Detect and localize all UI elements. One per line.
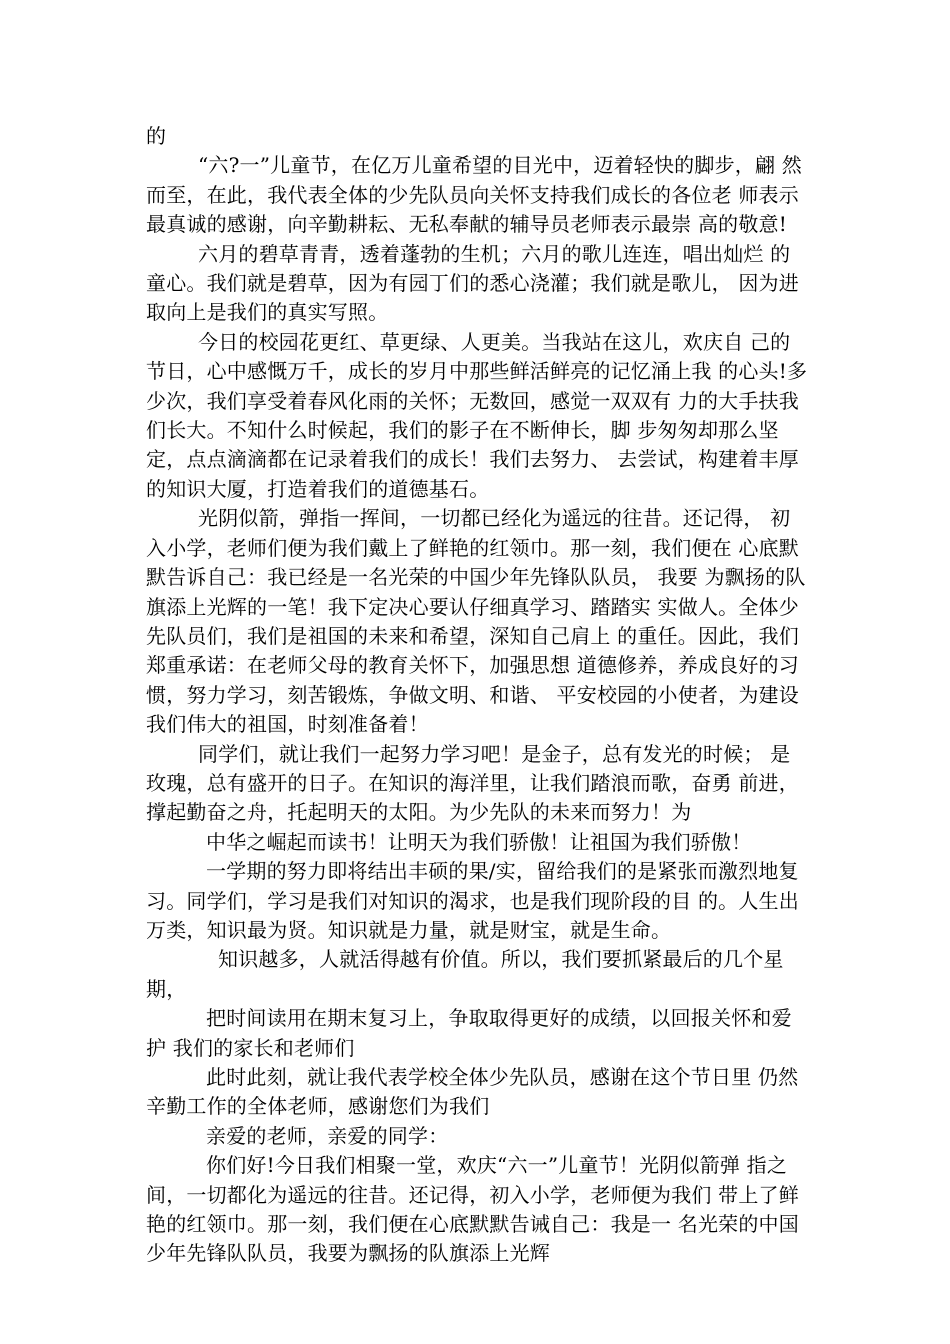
- paragraph-thanks: 此时此刻，就让我代表学校全体少先队员，感谢在这个节日里 仍然辛勤工作的全体老师，感谢您们为我们: [146, 1065, 799, 1119]
- paragraph-classmates: 同学们，就让我们一起努力学习吧！是金子，总有发光的时候； 是玫瑰，总有盛开的日子。在知识的海洋里，让我们踏浪而歌，奋勇 前进，撑起勤奋之舟，托起明天的太阳。为少先队的未来而努力！为: [146, 741, 799, 825]
- paragraph-time: 光阴似箭，弹指一挥间，一切都已经化为遥远的往昔。还记得， 初入小学，老师们便为我们戴上了鲜艳的红领巾。那一刻，我们便在 心底默默告诉自己：我已经是一名光荣的中国少年先锋队队员， 我要 为飘扬的队旗添上光辉的一笔！我下定决心要认仔细真学习、踏踏实 实做人。全体少先队员们，我们是祖国的未来和希望，深知自己肩上 的重任。因此，我们郑重承诺：在老师父母的教育关怀下，加强思想 道德修养，养成良好的习惯，努力学习，刻苦锻炼，争做文明、和谐、 平安校园的小使者，为建设我们伟大的祖国，时刻准备着！: [146, 506, 806, 737]
- paragraph-june: 六月的碧草青青，透着蓬勃的生机；六月的歌儿连连，唱出灿烂 的童心。我们就是碧草，因为有园丁们的悉心浇灌；我们就是歌儿， 因为进取向上是我们的真实写照。: [146, 241, 799, 325]
- paragraph-knowledge: 知识越多，人就活得越有价值。所以，我们要抓紧最后的几个星期，: [146, 947, 784, 1001]
- paragraph-greeting: 亲爱的老师，亲爱的同学：: [206, 1123, 449, 1148]
- paragraph-china-rise: 中华之崛起而读书！让明天为我们骄傲！让祖国为我们骄傲！: [206, 829, 752, 854]
- paragraph-review: 把时间读用在期末复习上，争取取得更好的成绩，以回报关怀和爱护 我们的家长和老师们: [146, 1006, 792, 1060]
- document-body: [146, 122, 810, 1269]
- paragraph-fragment: 的: [146, 124, 167, 148]
- paragraph-hello: 你们好!今日我们相聚一堂，欢庆“六一”儿童节！光阴似箭弹 指之间，一切都化为遥远的往昔。还记得，初入小学，老师便为我们 带上了鲜艳的红领巾。那一刻，我们便在心底默默告诫自己：我是一 名光荣的中国少年先锋队队员，我要为飘扬的队旗添上光辉: [146, 1153, 799, 1266]
- paragraph-intro: “六?一”儿童节，在亿万儿童希望的目光中，迈着轻快的脚步，翩 然而至，在此，我代表全体的少先队员向关怀支持我们成长的各位老 师表示最真诚的感谢，向辛勤耕耘、无私奉献的辅导员老师表示最崇 高的敬意!: [146, 153, 802, 237]
- paragraph-campus: 今日的校园花更红、草更绿、人更美。当我站在这儿，欢庆自 己的节日，心中感慨万千，成长的岁月中那些鲜活鲜亮的记忆涌上我 的心头!多少次，我们享受着春风化雨的关怀；无数回，感觉一双双有 力的大手扶我们长大。不知什么时候起，我们的影子在不断伸长，脚 步匆匆却那么坚定，点点滴滴都在记录着我们的成长！我们去努力、 去尝试，构建着丰厚的知识大厦，打造着我们的道德基石。: [146, 329, 808, 501]
- paragraph-semester: 一学期的努力即将结出丰硕的果/实，留给我们的是紧张而激烈地复习。同学们，学习是我们对知识的渴求，也是我们现阶段的目 的。人生出万类，知识最为贤。知识就是力量，就是财宝，就是生命。: [146, 859, 799, 942]
